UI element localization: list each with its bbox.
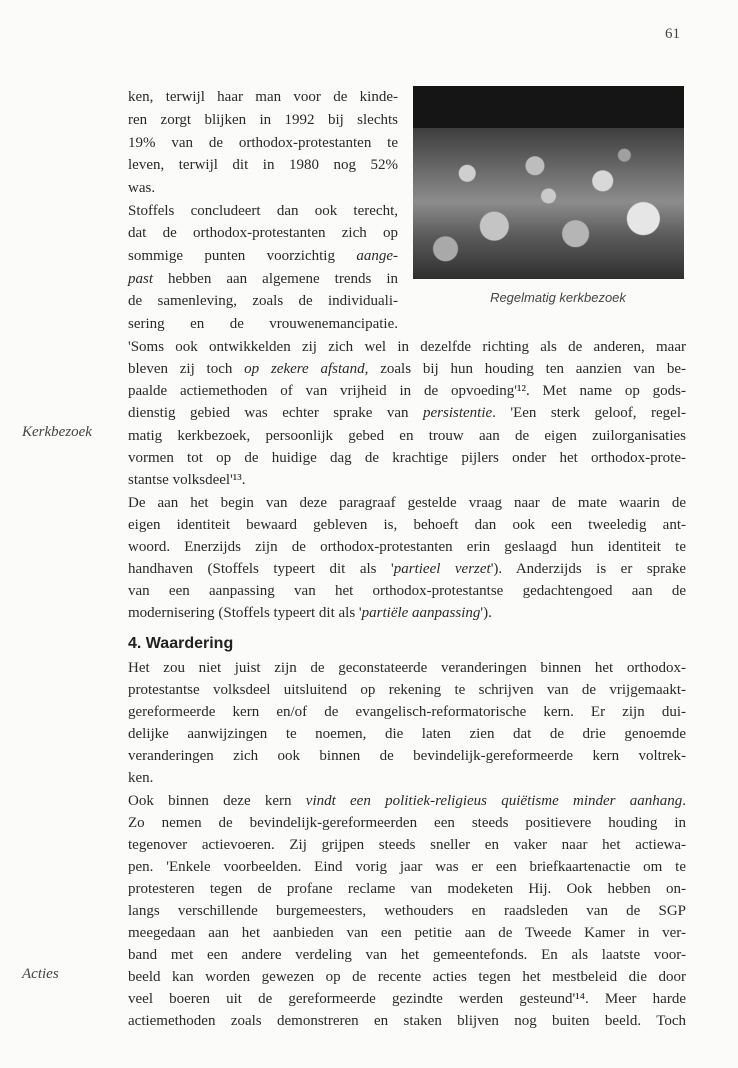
emphasis: partieel verzet <box>393 561 491 577</box>
text-line: De aan het begin van deze paragraaf gestelde vraag naar de mate waarin de <box>128 495 686 511</box>
text-line: Zo nemen de bevindelijk-gereformeerden een steeds positievere houding in <box>128 815 686 831</box>
text-line: ren zorgt blijken in 1992 bij slechts <box>128 112 398 128</box>
text-line: vormen tot op de huidige dag de krachtige pijlers onder het orthodox-prote- <box>128 450 686 466</box>
text-line: tegenover actievoeren. Zij grijpen steeds sneller en vaker naar het actiewa- <box>128 837 686 853</box>
text-line: gereformeerde kern en/of de evangelisch-reformatorische kern. Er zijn dui- <box>128 704 686 720</box>
page-number: 61 <box>665 26 680 42</box>
margin-note-acties: Acties <box>22 966 59 982</box>
text-span: hebben aan algemene trends in <box>153 271 398 287</box>
emphasis: past <box>128 271 154 287</box>
text-line: veel boeren uit de gereformeerde gezindte werden gesteund'¹⁴. Meer harde <box>128 991 686 1007</box>
text-line: eigen identiteit bewaard gebleven is, behoeft dan ook een tweeledig ant- <box>128 517 686 533</box>
text-span: '). <box>480 605 492 621</box>
text-span: , zoals bij hun houding ten aanzien van be- <box>364 361 686 377</box>
church-attendance-photo <box>413 86 684 279</box>
text-line: woord. Enerzijds zijn de orthodox-protestanten erin geslaagd hun identiteit te <box>128 539 686 555</box>
text-span: handhaven (Stoffels typeert dit als ' <box>128 561 394 577</box>
emphasis: partiële aanpassing <box>361 605 481 621</box>
text-line: van een aanpassing van het orthodox-protestantse gedachtengoed aan de <box>128 583 686 599</box>
text-line <box>128 604 686 622</box>
text-line: band met een andere verdeling van het gemeentefonds. En als laatste voor- <box>128 947 686 963</box>
text-line: sering en de vrouwenemancipatie. <box>128 316 398 332</box>
margin-note-kerkbezoek: Kerkbezoek <box>22 424 92 440</box>
text-line <box>128 404 686 422</box>
text-line: paalde actiemethoden of van vrijheid in de opvoeding'¹². Met name op gods- <box>128 383 686 399</box>
text-line: langs verschillende burgemeesters, wethouders en raadsleden van de SGP <box>128 903 686 919</box>
text-line: ken. <box>128 770 154 786</box>
section-heading: 4. Waardering <box>128 635 234 652</box>
emphasis: op zekere afstand <box>244 361 365 377</box>
text-line: was. <box>128 180 156 196</box>
emphasis: vindt een politiek-religieus quiëtisme minder aanhang <box>305 793 683 809</box>
text-span: sommige punten voorzichtig <box>128 248 357 264</box>
text-line: protestantse volksdeel uitsluitend op rekening te schrijven van de vrijgemaakt- <box>128 682 686 698</box>
text-line: veranderingen zich ook binnen de bevindelijk-gereformeerde kern voltrek- <box>128 748 686 764</box>
text-line: stantse volksdeel'¹³. <box>128 472 246 488</box>
text-span: Ook binnen deze kern <box>128 793 306 809</box>
text-line: ken, terwijl haar man voor de kinde- <box>128 89 398 105</box>
text-line: delijke aanwijzingen te noemen, die laten zien dat de drie genoemde <box>128 726 686 742</box>
text-line <box>128 247 398 265</box>
text-line <box>128 270 398 288</box>
text-line: protesteren tegen de profane reclame van modeketen Hij. Ook hebben on- <box>128 881 686 897</box>
text-line: de samenleving, zoals de individuali- <box>128 293 398 309</box>
text-line: leven, terwijl dit in 1980 nog 52% <box>128 157 398 173</box>
text-line: matig kerkbezoek, persoonlijk gebed en trouw aan de eigen zuilorganisaties <box>128 428 686 444</box>
text-line: meegedaan aan het aanbieden van een petitie aan de Tweede Kamer in ver- <box>128 925 686 941</box>
text-line: Stoffels concludeert dan ook terecht, <box>128 203 398 219</box>
emphasis: aange- <box>356 248 398 264</box>
text-span: '). Anderzijds is er sprake <box>490 561 686 577</box>
text-line: pen. 'Enkele voorbeelden. Eind vorig jaar was er een briefkaartenactie om te <box>128 859 686 875</box>
text-line: Het zou niet juist zijn de geconstateerde veranderingen binnen het orthodox- <box>128 660 686 676</box>
text-line <box>128 792 686 810</box>
text-line <box>128 360 686 378</box>
photo-caption: Regelmatig kerkbezoek <box>490 290 626 305</box>
text-line: beeld kan worden gewezen op de recente acties tegen het mestbeleid die door <box>128 969 686 985</box>
text-line: dat de orthodox-protestanten zich op <box>128 225 398 241</box>
text-span: modernisering (Stoffels typeert dit als ' <box>128 605 362 621</box>
text-span: . <box>682 793 686 809</box>
text-line: 'Soms ook ontwikkelden zij zich wel in dezelfde richting als de anderen, maar <box>128 339 686 355</box>
text-line: actiemethoden zoals demonstreren en staken blijven nog buiten beeld. Toch <box>128 1013 686 1029</box>
text-span: dienstig gebied was echter sprake van <box>128 405 424 421</box>
emphasis: persistentie <box>423 405 493 421</box>
text-span: bleven zij toch <box>128 361 245 377</box>
text-span: . 'Een sterk geloof, regel- <box>492 405 686 421</box>
text-line: 19% van de orthodox-protestanten te <box>128 135 398 151</box>
text-line <box>128 560 686 578</box>
